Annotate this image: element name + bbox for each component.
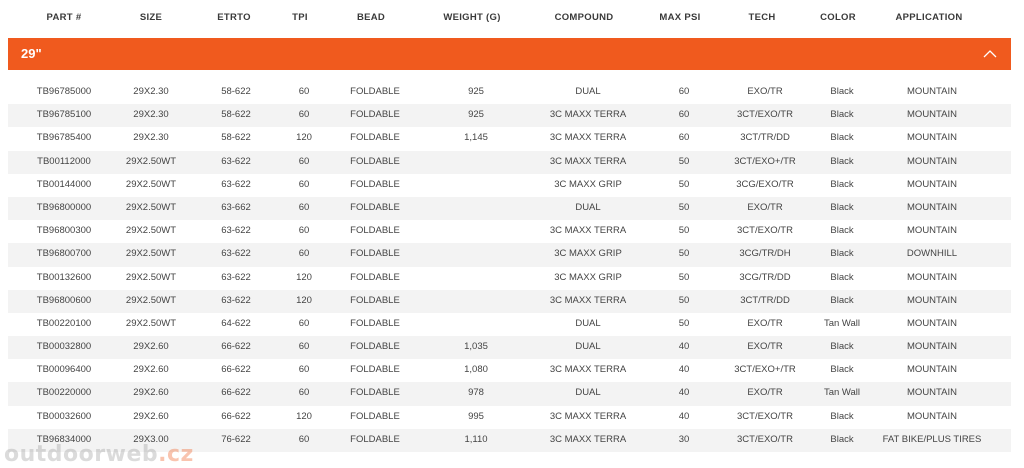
watermark-domain: .cz <box>158 442 194 467</box>
cell-etrto: 64-622 <box>221 317 251 329</box>
cell-weight: 1,110 <box>464 433 488 445</box>
cell-size: 29X2.50WT <box>125 225 177 237</box>
cell-size: 29X2.50WT <box>125 317 177 329</box>
cell-max-psi: 40 <box>678 410 690 422</box>
cell-size: 29X2.60 <box>133 341 169 353</box>
cell-compound: DUAL <box>575 387 601 399</box>
cell-color: Black <box>830 178 854 190</box>
cell-bead: FOLDABLE <box>350 341 400 353</box>
cell-bead: FOLDABLE <box>350 364 400 376</box>
cell-size: 29X2.30 <box>133 109 169 121</box>
cell-part-number: TB96800000 <box>36 201 92 213</box>
cell-bead: FOLDABLE <box>350 201 400 213</box>
cell-bead: FOLDABLE <box>350 86 400 97</box>
cell-bead: FOLDABLE <box>350 132 400 144</box>
cell-size: 29X2.50WT <box>125 201 177 213</box>
cell-bead: FOLDABLE <box>350 155 400 167</box>
cell-tech: 3CT/TR/DD <box>740 294 790 306</box>
cell-tech: 3CT/EXO/TR <box>737 410 793 422</box>
cell-compound: 3C MAXX TERRA <box>549 410 627 422</box>
cell-weight: 1,145 <box>464 132 488 144</box>
cell-color: Black <box>830 364 854 376</box>
cell-etrto: 66-622 <box>221 410 251 422</box>
cell-tpi: 60 <box>298 317 310 329</box>
cell-size: 29X2.60 <box>133 410 169 422</box>
column-header-color: COLOR <box>820 12 856 23</box>
cell-color: Tan Wall <box>823 387 861 399</box>
cell-tech: EXO/TR <box>747 387 783 399</box>
cell-color: Black <box>830 225 854 237</box>
cell-color: Black <box>830 155 854 167</box>
table-row <box>8 267 1011 290</box>
cell-application: MOUNTAIN <box>907 201 957 213</box>
cell-bead: FOLDABLE <box>350 317 400 329</box>
cell-bead: FOLDABLE <box>350 248 400 260</box>
cell-part-number: TB00032600 <box>36 410 92 422</box>
column-header-tech: TECH <box>748 12 776 23</box>
cell-max-psi: 40 <box>678 387 690 399</box>
cell-size: 29X2.60 <box>133 387 169 399</box>
cell-tpi: 60 <box>298 387 310 399</box>
cell-application: DOWNHILL <box>906 248 958 260</box>
cell-part-number: TB00144000 <box>36 178 92 190</box>
cell-etrto: 63-622 <box>221 271 251 283</box>
cell-size: 29X3.00 <box>133 433 169 445</box>
cell-tech: EXO/TR <box>747 86 783 97</box>
table-header <box>0 0 1024 38</box>
cell-part-number: TB96785000 <box>36 86 92 97</box>
cell-weight: 925 <box>468 86 484 97</box>
cell-max-psi: 30 <box>678 433 690 445</box>
watermark <box>4 442 194 467</box>
table-row <box>8 313 1011 336</box>
column-header-part-number: PART # <box>46 12 82 23</box>
cell-etrto: 66-622 <box>221 341 251 353</box>
cell-tech: 3CT/EXO/TR <box>737 109 793 121</box>
cell-bead: FOLDABLE <box>350 109 400 121</box>
cell-size: 29X2.50WT <box>125 271 177 283</box>
cell-part-number: TB96800600 <box>36 294 92 306</box>
cell-application: MOUNTAIN <box>907 364 957 376</box>
cell-part-number: TB96800300 <box>36 225 92 237</box>
cell-tpi: 120 <box>296 294 312 306</box>
cell-application: MOUNTAIN <box>907 271 957 283</box>
cell-tpi: 60 <box>298 341 310 353</box>
cell-tech: EXO/TR <box>747 341 783 353</box>
cell-etrto: 63-622 <box>221 178 251 190</box>
cell-part-number: TB00096400 <box>36 364 92 376</box>
cell-max-psi: 50 <box>678 294 690 306</box>
table-row <box>8 359 1011 382</box>
table-row <box>8 174 1011 197</box>
table-row <box>8 127 1011 150</box>
table-row <box>8 81 1011 104</box>
column-header-application: APPLICATION <box>895 12 963 23</box>
cell-weight: 1,080 <box>464 364 488 376</box>
cell-bead: FOLDABLE <box>350 178 400 190</box>
table-body <box>8 81 1011 452</box>
table-row <box>8 151 1011 174</box>
cell-etrto: 66-622 <box>221 364 251 376</box>
cell-tpi: 60 <box>298 248 310 260</box>
cell-part-number: TB00032800 <box>36 341 92 353</box>
cell-compound: 3C MAXX TERRA <box>549 364 627 376</box>
cell-part-number: TB00112000 <box>37 155 91 167</box>
cell-part-number: TB00220100 <box>36 317 92 329</box>
cell-max-psi: 50 <box>678 155 690 167</box>
cell-bead: FOLDABLE <box>350 271 400 283</box>
table-row <box>8 382 1011 405</box>
table-row <box>8 406 1011 429</box>
cell-etrto: 66-622 <box>221 387 251 399</box>
cell-compound: 3C MAXX TERRA <box>549 225 627 237</box>
cell-etrto: 63-622 <box>221 225 251 237</box>
cell-part-number: TB00220000 <box>36 387 92 399</box>
cell-color: Black <box>830 86 854 97</box>
cell-color: Black <box>830 410 854 422</box>
section-header-29[interactable] <box>8 38 1011 70</box>
cell-tech: 3CT/EXO/TR <box>737 225 793 237</box>
cell-max-psi: 50 <box>678 271 690 283</box>
cell-max-psi: 50 <box>678 317 690 329</box>
cell-tech: EXO/TR <box>747 317 783 329</box>
cell-size: 29X2.60 <box>133 364 169 376</box>
cell-tpi: 60 <box>298 155 310 167</box>
column-header-etrto: ETRTO <box>217 12 251 23</box>
column-header-max-psi: MAX PSI <box>659 12 701 23</box>
cell-max-psi: 60 <box>678 132 690 144</box>
cell-weight: 995 <box>468 410 484 422</box>
table-row <box>8 220 1011 243</box>
cell-weight: 978 <box>468 387 484 399</box>
cell-tech: 3CG/TR/DD <box>739 271 791 283</box>
cell-weight: 1,035 <box>464 341 488 353</box>
cell-etrto: 58-622 <box>221 132 251 144</box>
cell-color: Black <box>830 201 854 213</box>
table-row <box>8 336 1011 359</box>
cell-application: MOUNTAIN <box>907 317 957 329</box>
cell-color: Black <box>830 109 854 121</box>
cell-color: Black <box>830 271 854 283</box>
table-row <box>8 290 1011 313</box>
cell-tech: 3CT/EXO/TR <box>737 433 793 445</box>
cell-etrto: 63-622 <box>221 248 251 260</box>
cell-application: MOUNTAIN <box>907 410 957 422</box>
cell-etrto: 58-622 <box>221 109 251 121</box>
cell-size: 29X2.30 <box>133 132 169 144</box>
cell-application: MOUNTAIN <box>907 109 957 121</box>
watermark-text: outdoorweb <box>4 442 159 467</box>
cell-compound: DUAL <box>575 201 601 213</box>
cell-compound: 3C MAXX GRIP <box>554 271 622 283</box>
column-header-size: SIZE <box>139 12 163 23</box>
cell-etrto: 58-622 <box>221 86 251 97</box>
cell-size: 29X2.50WT <box>125 178 177 190</box>
cell-tpi: 120 <box>296 410 312 422</box>
cell-tpi: 60 <box>298 109 310 121</box>
cell-max-psi: 50 <box>678 178 690 190</box>
cell-application: MOUNTAIN <box>907 132 957 144</box>
cell-compound: DUAL <box>575 341 601 353</box>
cell-color: Black <box>830 294 854 306</box>
cell-part-number: TB00132600 <box>36 271 92 283</box>
cell-bead: FOLDABLE <box>350 433 400 445</box>
cell-tech: 3CT/EXO+/TR <box>734 364 796 376</box>
cell-part-number: TB96834000 <box>36 433 92 445</box>
cell-part-number: TB96785400 <box>36 132 92 144</box>
column-header-weight: WEIGHT (G) <box>443 12 501 23</box>
cell-part-number: TB96800700 <box>36 248 92 260</box>
cell-etrto: 63-622 <box>221 155 251 167</box>
cell-application: MOUNTAIN <box>907 294 957 306</box>
cell-size: 29X2.50WT <box>125 248 177 260</box>
cell-application: MOUNTAIN <box>907 341 957 353</box>
cell-tpi: 60 <box>298 225 310 237</box>
cell-color: Black <box>830 248 854 260</box>
cell-application: MOUNTAIN <box>907 155 957 167</box>
cell-application: MOUNTAIN <box>907 178 957 190</box>
chevron-up-icon[interactable] <box>983 48 997 60</box>
cell-tech: 3CG/TR/DH <box>739 248 791 260</box>
cell-compound: 3C MAXX TERRA <box>549 433 627 445</box>
cell-bead: FOLDABLE <box>350 225 400 237</box>
column-header-compound: COMPOUND <box>554 12 614 23</box>
column-header-bead: BEAD <box>356 12 386 23</box>
column-header-tpi: TPI <box>292 12 308 23</box>
cell-bead: FOLDABLE <box>350 410 400 422</box>
cell-size: 29X2.50WT <box>125 155 177 167</box>
cell-max-psi: 60 <box>678 86 690 97</box>
cell-weight: 925 <box>468 109 484 121</box>
cell-tpi: 60 <box>298 433 310 445</box>
cell-max-psi: 50 <box>678 225 690 237</box>
cell-application: MOUNTAIN <box>907 225 957 237</box>
table-row <box>8 104 1011 127</box>
cell-etrto: 76-622 <box>221 433 251 445</box>
cell-compound: 3C MAXX TERRA <box>549 132 627 144</box>
cell-size: 29X2.30 <box>133 86 169 97</box>
cell-tpi: 60 <box>298 178 310 190</box>
cell-bead: FOLDABLE <box>350 294 400 306</box>
cell-max-psi: 60 <box>678 109 690 121</box>
cell-color: Tan Wall <box>823 317 861 329</box>
cell-color: Black <box>830 132 854 144</box>
cell-tech: 3CT/EXO+/TR <box>734 155 796 167</box>
cell-application: MOUNTAIN <box>907 387 957 399</box>
cell-compound: 3C MAXX TERRA <box>549 294 627 306</box>
cell-compound: 3C MAXX GRIP <box>554 178 622 190</box>
cell-application: FAT BIKE/PLUS TIRES <box>882 433 982 445</box>
cell-max-psi: 50 <box>678 201 690 213</box>
cell-tpi: 60 <box>298 201 310 213</box>
cell-color: Black <box>830 433 854 445</box>
table-row <box>8 197 1011 220</box>
cell-compound: 3C MAXX GRIP <box>554 248 622 260</box>
cell-bead: FOLDABLE <box>350 387 400 399</box>
cell-tech: 3CG/EXO/TR <box>736 178 794 190</box>
cell-tpi: 60 <box>298 364 310 376</box>
cell-color: Black <box>830 341 854 353</box>
cell-etrto: 63-622 <box>221 294 251 306</box>
cell-max-psi: 40 <box>678 341 690 353</box>
cell-compound: DUAL <box>575 86 601 97</box>
cell-max-psi: 50 <box>678 248 690 260</box>
cell-tpi: 120 <box>296 132 312 144</box>
cell-tech: EXO/TR <box>747 201 783 213</box>
cell-part-number: TB96785100 <box>36 109 92 121</box>
cell-compound: 3C MAXX TERRA <box>549 109 627 121</box>
cell-application: MOUNTAIN <box>907 86 957 97</box>
cell-tpi: 60 <box>298 86 310 97</box>
cell-compound: 3C MAXX TERRA <box>549 155 627 167</box>
cell-etrto: 63-662 <box>221 201 251 213</box>
cell-compound: DUAL <box>575 317 601 329</box>
table-row <box>8 243 1011 266</box>
section-title: 29" <box>21 46 42 61</box>
cell-size: 29X2.50WT <box>125 294 177 306</box>
cell-max-psi: 40 <box>678 364 690 376</box>
cell-tech: 3CT/TR/DD <box>740 132 790 144</box>
cell-tpi: 120 <box>296 271 312 283</box>
